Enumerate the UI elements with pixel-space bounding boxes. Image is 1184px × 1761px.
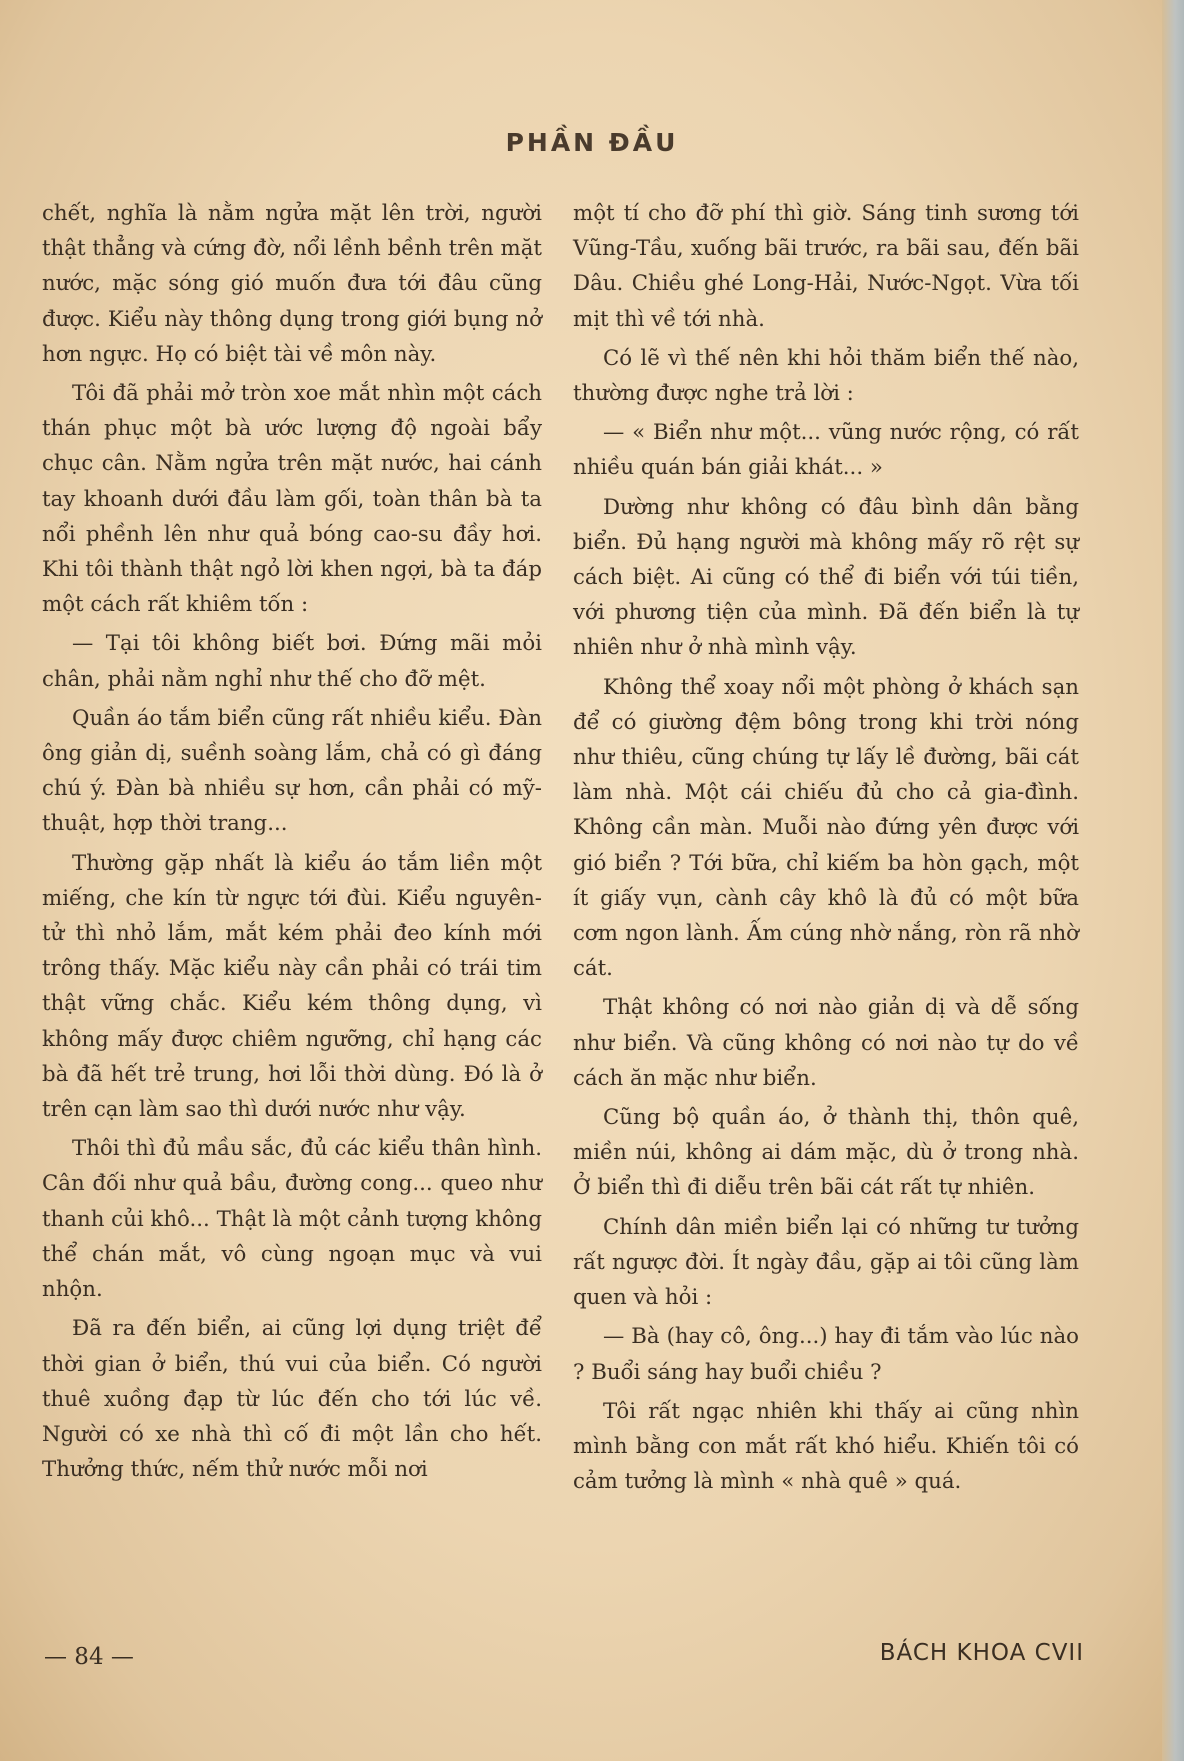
paragraph: Thôi thì đủ mầu sắc, đủ các kiểu thân hình. Cân đối như quả bầu, đường cong... queo như thanh củi khô... Thật là một cảnh tượng không thể chán mắt, vô cùng ngoạn mục và vui nhộn. [42,1136,542,1303]
paragraph: một tí cho đỡ phí thì giờ. Sáng tinh sương tới Vũng-Tầu, xuống bãi trước, ra bãi sau, đến bãi Dâu. Chiều ghé Long-Hải, Nước-Ngọt. Vừa tối mịt thì về tới nhà. [573,201,1079,332]
paragraph: Chính dân miền biển lại có những tư tưởng rất ngược đời. Ít ngày đầu, gặp ai tôi cũng làm quen và hỏi : [573,1214,1079,1311]
page-edge [1162,0,1184,1761]
paragraph: Tôi rất ngạc nhiên khi thấy ai cũng nhìn mình bằng con mắt rất khó hiểu. Khiến tôi có cảm tưởng là mình « nhà quê » quá. [573,1398,1079,1495]
paragraph: — Bà (hay cô, ông...) hay đi tắm vào lúc nào ? Buổi sáng hay buổi chiều ? [573,1324,1079,1385]
left-column [42,196,542,1491]
paragraph: Quần áo tắm biển cũng rất nhiều kiểu. Đàn ông giản dị, suềnh soàng lắm, chả có gì đáng chú ý. Đàn bà nhiều sự hơn, cần phải có mỹ-thuật, hợp thời trang... [42,705,542,837]
paragraph: Đã ra đến biển, ai cũng lợi dụng triệt để thời gian ở biển, thú vui của biển. Có người thuê xuồng đạp từ lúc đến cho tới lúc về. Người có xe nhà thì cố đi một lần cho hết. Thưởng thức, nếm thử nước mỗi nơi [42,1316,542,1483]
paragraph: Cũng bộ quần áo, ở thành thị, thôn quê, miền núi, không ai dám mặc, dù ở trong nhà. Ở biển thì đi diễu trên bãi cát rất tự nhiên. [573,1105,1079,1201]
paragraph: Không thể xoay nổi một phòng ở khách sạn để có giường đệm bông trong khi trời nóng như thiêu, cũng chúng tự lấy lề đường, bãi cát làm nhà. Một cái chiếu đủ cho cả gia-đình. Không cần màn. Muỗi nào đứng yên được với gió biển ? Tới bữa, chỉ kiếm ba hòn gạch, một ít giấy vụn, cành cây khô là đủ có một bữa cơm ngon lành. Ấm cúng nhờ nắng, ròn rã nhờ cát. [573,674,1079,982]
page-header: PHẦN ĐẦU [505,128,679,157]
paragraph: — Tại tôi không biết bơi. Đứng mãi mỏi chân, phải nằm nghỉ như thế cho đỡ mệt. [42,631,542,692]
right-column [573,196,1079,1503]
paragraph: — « Biển như một... vũng nước rộng, có rất nhiều quán bán giải khát... » [573,420,1079,481]
magazine-issue: BÁCH KHOA CVII [879,1640,1084,1666]
paragraph: Thật không có nơi nào giản dị và dễ sống như biển. Và cũng không có nơi nào tự do về cách ăn mặc như biển. [573,995,1079,1091]
paragraph: Có lẽ vì thế nên khi hỏi thăm biển thế nào, thường được nghe trả lời : [573,345,1079,407]
page-number: — 84 — [44,1644,134,1670]
paragraph: chết, nghĩa là nằm ngửa mặt lên trời, người thật thẳng và cứng đờ, nổi lềnh bềnh trên mặt nước, mặc sóng gió muốn đưa tới đâu cũng được. Kiểu này thông dụng trong giới bụng nở hơn ngực. Họ có biệt tài về môn này. [42,201,542,367]
paragraph: Thường gặp nhất là kiểu áo tắm liền một miếng, che kín từ ngực tới đùi. Kiểu nguyên-tử thì nhỏ lắm, mắt kém phải đeo kính mới trông thấy. Mặc kiểu này cần phải có trái tim thật vững chắc. Kiểu kém thông dụng, vì không mấy được chiêm ngưỡng, chỉ hạng các bà đã hết trẻ trung, hơi lỗi thời dùng. Đó là ở trên cạn làm sao thì dưới nước như vậy. [42,850,542,1123]
paragraph: Tôi đã phải mở tròn xoe mắt nhìn một cách thán phục một bà ước lượng độ ngoài bẩy chục cân. Nằm ngửa trên mặt nước, hai cánh tay khoanh dưới đầu làm gối, toàn thân bà ta nổi phềnh lên như quả bóng cao-su đầy hơi. Khi tôi thành thật ngỏ lời khen ngợi, bà ta đáp một cách rất khiêm tốn : [42,381,542,618]
paragraph: Dường như không có đâu bình dân bằng biển. Đủ hạng người mà không mấy rõ rệt sự cách biệt. Ai cũng có thể đi biển với túi tiền, với phương tiện của mình. Đã đến biển là tự nhiên như ở nhà mình vậy. [573,494,1079,661]
